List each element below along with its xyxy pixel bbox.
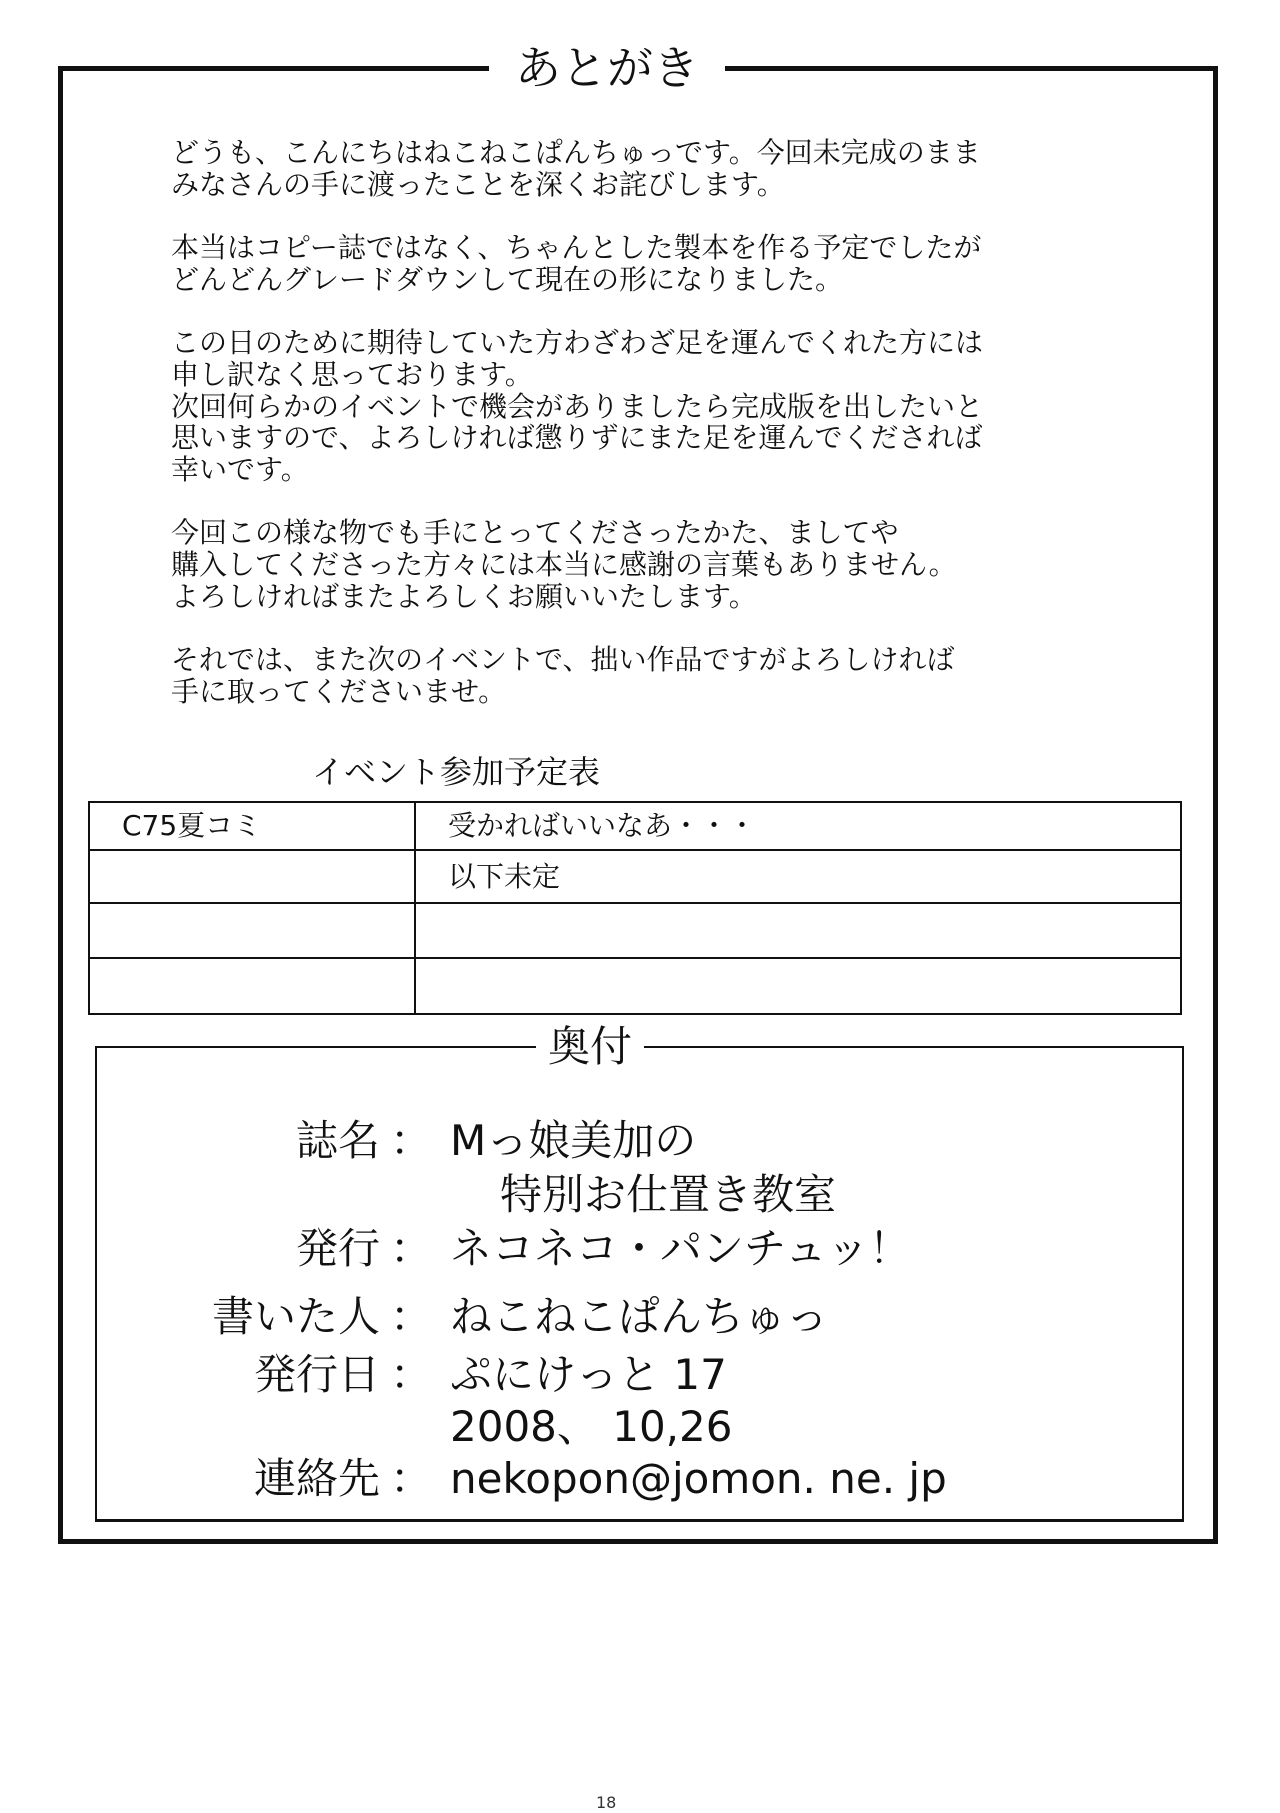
paragraph [171,137,1131,200]
event-cell [89,958,415,1014]
colophon-row-date-cont [0,1404,1280,1450]
colophon-colon: ： [390,1350,433,1399]
text-line: 申し訳なく思っております。 [171,357,533,391]
table-row [89,903,1181,958]
text-line: 手に取ってくださいませ。 [171,674,507,708]
text-line: それでは、また次のイベントで、拙い作品ですがよろしければ [171,643,955,677]
text-line: どうも、こんにちはねこねこぱんちゅっです。今回未完成のまま [171,136,981,169]
note-cell [415,903,1181,958]
colophon-label: 誌名 [295,1116,380,1165]
colophon-label: 連絡先 [253,1454,380,1503]
note-cell: 以下未定 [415,850,1181,903]
table-row [89,958,1181,1014]
colophon-value: ねこねこぱんちゅっ [450,1292,829,1341]
paragraph [171,327,1131,486]
event-cell [89,903,415,958]
paragraph [171,232,1131,295]
paragraph [171,517,1131,612]
note-cell: 受かればいいなあ・・・ [415,802,1181,850]
colophon-colon: ： [390,1454,433,1503]
text-line: 思いますので、よろしければ懲りずにまた足を運んでくだされば [171,421,983,455]
text-line: 今回この様な物でも手にとってくださったかた、ましてや [171,516,899,550]
colophon-row-contact [0,1456,1280,1502]
text-line: この日のために期待していた方わざわざ足を運んでくれた方には [171,326,984,360]
colophon-row-title [0,1118,1280,1164]
event-cell: C75夏コミ [89,802,415,850]
text-line: 幸いです。 [171,453,309,486]
colophon-value: ぷにけっと 17 [450,1350,727,1399]
colophon-value: 2008、 10,26 [450,1402,733,1451]
afterword-body [171,137,1131,739]
colophon-colon: ： [390,1116,433,1165]
colophon-label: 発行 [295,1224,380,1273]
colophon-colon: ： [390,1292,433,1341]
colophon-label: 発行日 [253,1350,380,1399]
event-cell [89,850,415,903]
paragraph [171,644,1131,707]
colophon-value: Mっ娘美加の [450,1116,697,1165]
event-table-title: イベント参加予定表 [312,753,601,791]
text-line: 購入してくださった方々には本当に感謝の言葉もありません。 [171,548,957,582]
colophon-row-author [0,1294,1280,1340]
event-schedule-table [88,801,1182,1015]
text-line: 本当はコピー誌ではなく、ちゃんとした製本を作る予定でしたが [171,231,982,265]
colophon-label: 書いた人 [211,1292,380,1341]
colophon-value: ネコネコ・パンチュッ！ [450,1224,911,1273]
colophon-title: 奥付 [536,1022,644,1072]
table-row [89,802,1181,850]
colophon-value: 特別お仕置き教室 [500,1170,837,1219]
colophon-colon: ： [390,1224,433,1273]
colophon-row-title-cont [0,1172,1280,1218]
colophon-row-date [0,1352,1280,1398]
text-line: どんどんグレードダウンして現在の形になりました。 [171,262,844,296]
text-line: みなさんの手に渡ったことを深くお詫びします。 [171,167,785,201]
note-cell [415,958,1181,1014]
afterword-title: あとがき [489,40,725,96]
text-line: 次回何らかのイベントで機会がありましたら完成版を出したいと [171,389,984,423]
text-line: よろしければまたよろしくお願いいたします。 [171,579,757,613]
colophon-email: nekopon@jomon. ne. jp [450,1454,947,1503]
table-row [89,850,1181,903]
colophon-row-publisher [0,1226,1280,1272]
page-number: 18 [596,1793,617,1812]
